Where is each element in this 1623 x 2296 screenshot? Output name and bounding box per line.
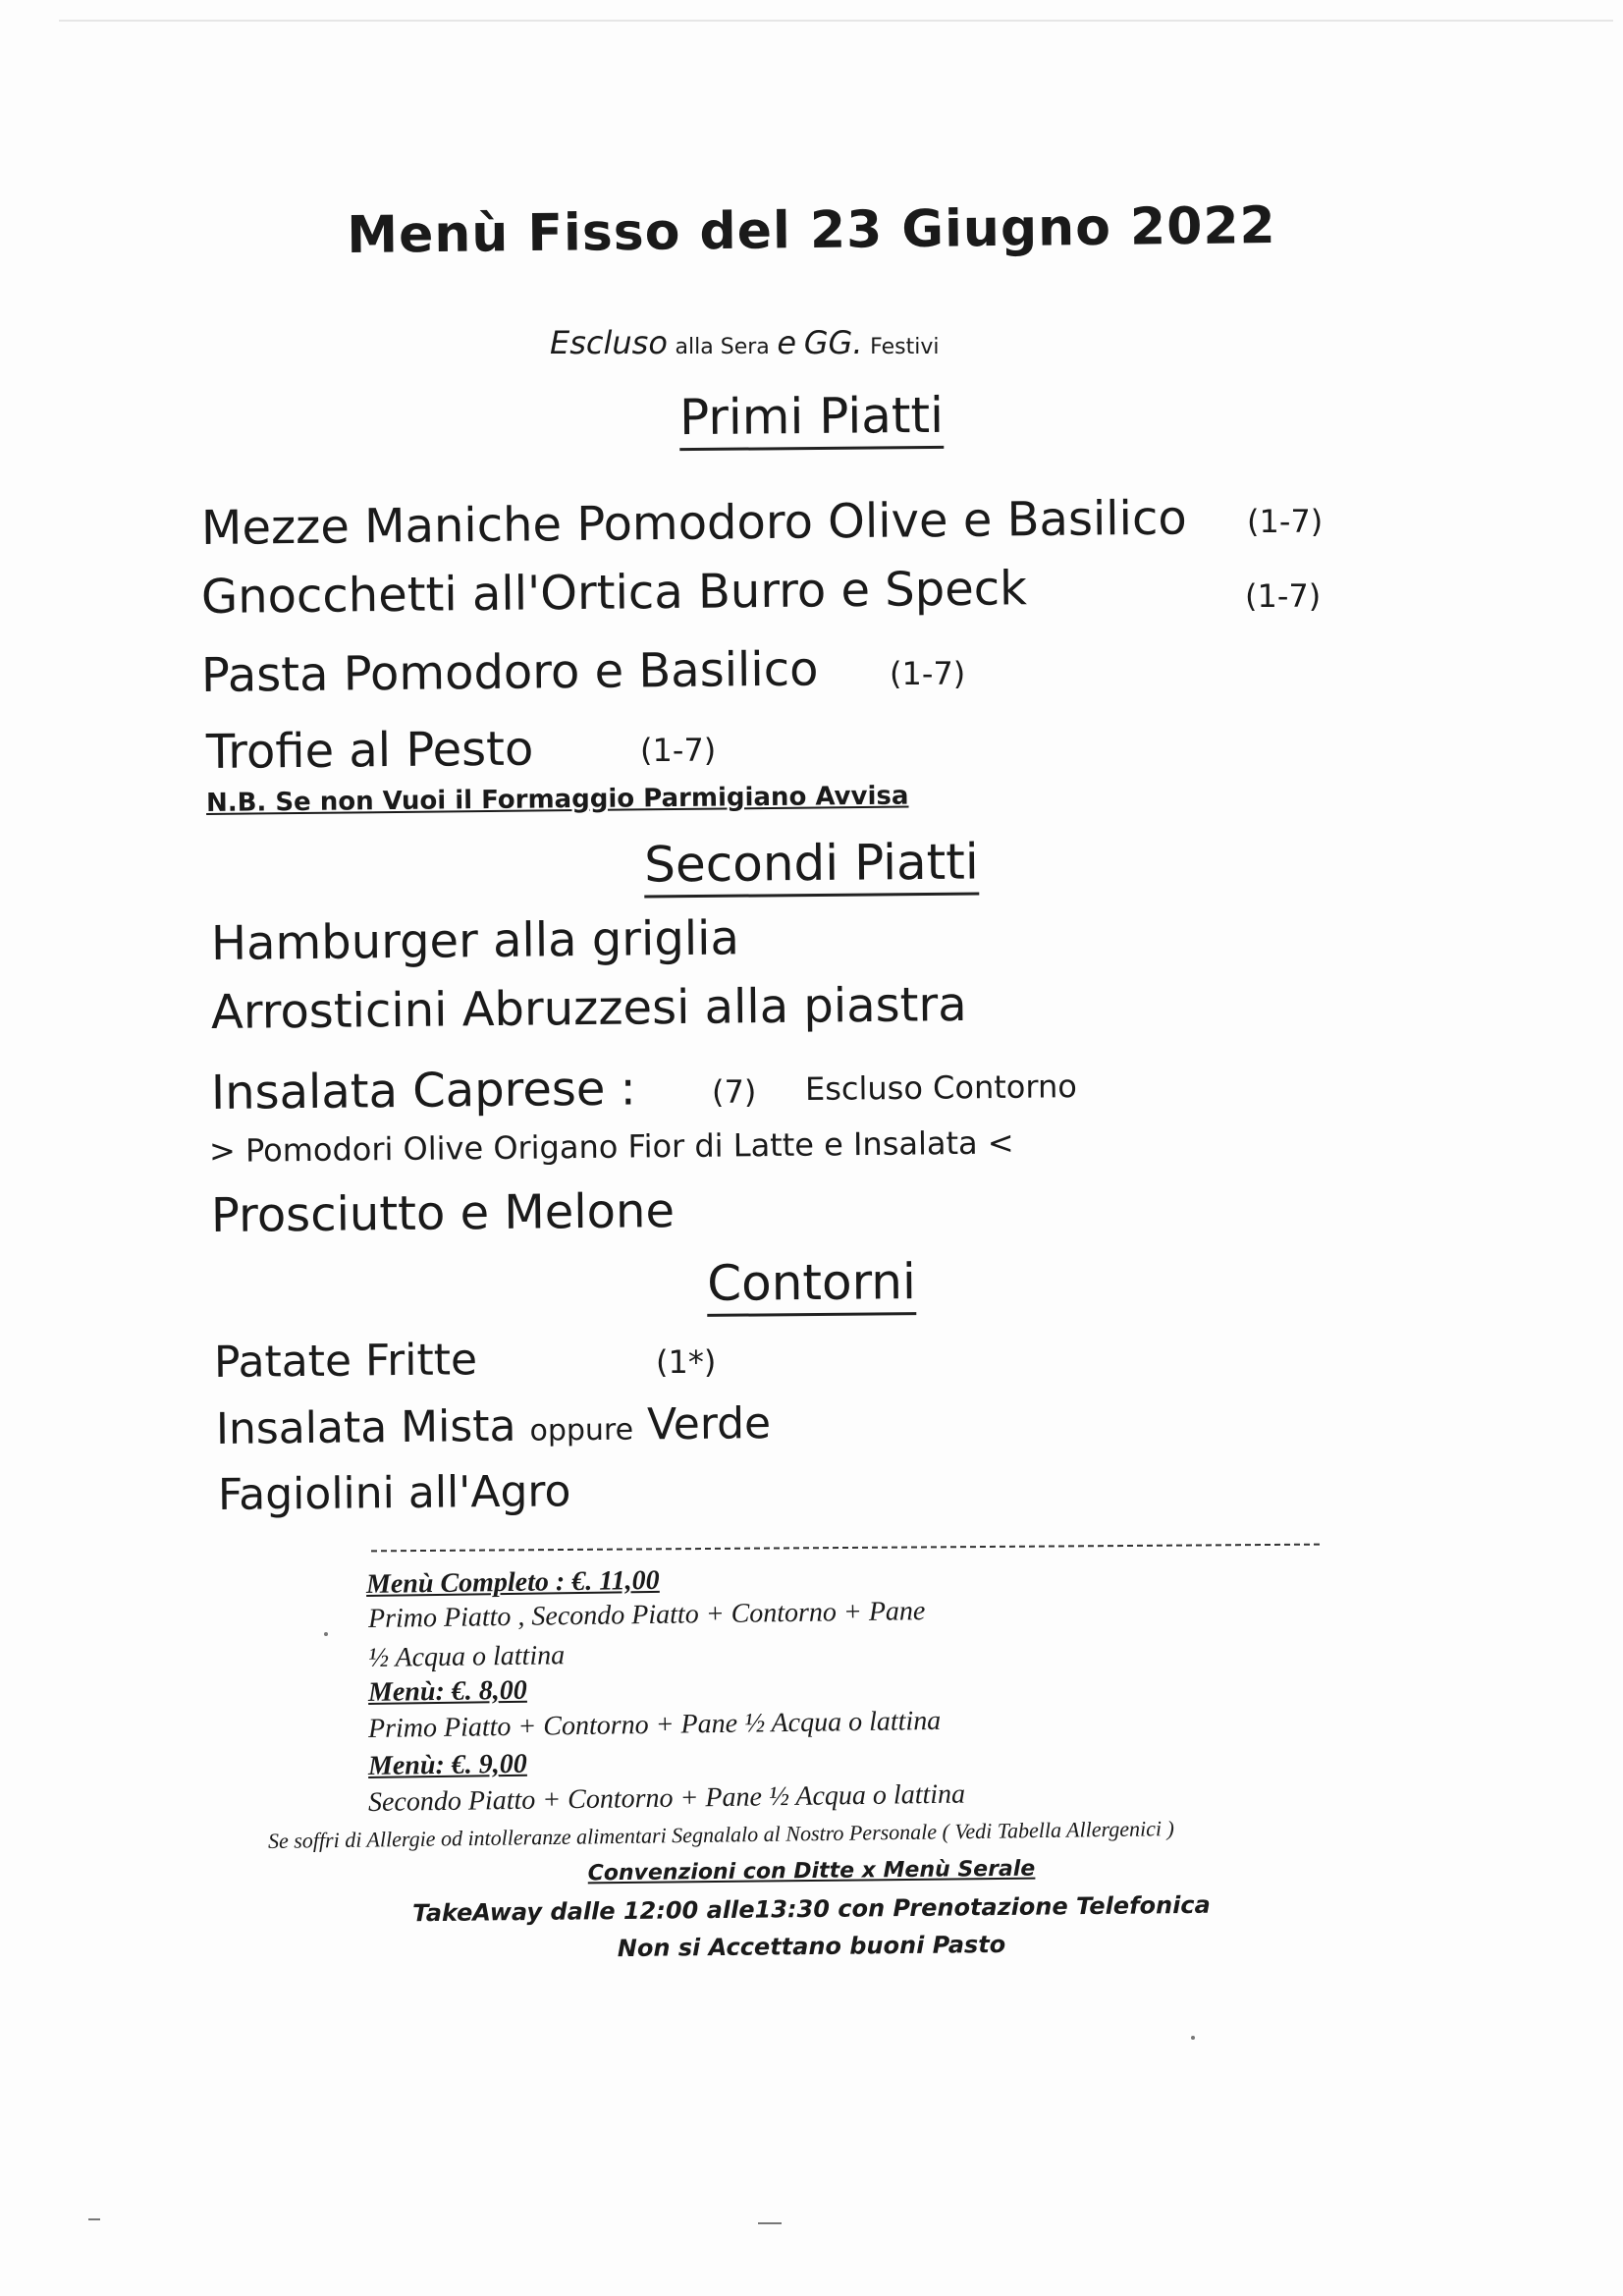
section-contorni [0,1247,1623,1318]
primi-note: N.B. Se non Vuoi il Formaggio Parmigiano Avvisa [205,781,909,818]
contorni-item-1: Patate Fritte [213,1335,478,1388]
subtitle-festivi: Festivi [870,335,940,359]
contorni-item-2-name-c: Verde [646,1398,772,1450]
secondi-item-4: Prosciutto e Melone [210,1183,676,1243]
price-menu8-desc: Primo Piatto + Contorno + Pane ½ Acqua o lattina [367,1705,942,1744]
caprese-detail: > Pomodori Olive Origano Fior di Latte e Insalata < [208,1123,1014,1170]
contorni-item-2 [216,1398,772,1454]
page-edge [59,20,1613,22]
price-menu8-label: Menù: €. 8,00 [367,1674,527,1708]
price-completo-desc: Primo Piatto , Secondo Piatto + Contorno + Pane [367,1596,926,1634]
price-menu9-label: Menù: €. 9,00 [367,1748,527,1781]
price-completo-desc2: ½ Acqua o lattina [367,1640,566,1673]
footer-allergies: Se soffri di Allergie od intolleranze alimentari Segnalalo al Nostro Personale ( Vedi Tabella Allergenici ) [267,1816,1174,1853]
footer-buoni: Non si Accettano buoni Pasto [617,1930,1006,1963]
section-secondi [0,828,1623,899]
secondi-item-3-allergens: (7) [712,1073,757,1111]
secondi-item-2: Arrosticini Abruzzesi alla piastra [210,976,967,1040]
section-primi [0,381,1623,452]
footer-convenzioni: Convenzioni con Ditte x Menù Serale [587,1856,1036,1886]
secondi-item-1: Hamburger alla griglia [210,910,740,971]
primi-item-4: Trofie al Pesto [205,721,534,780]
scan-speck [1191,2036,1195,2040]
contorni-item-2-name-b: oppure [529,1412,634,1449]
subtitle-e: e [777,324,797,361]
primi-item-2-allergens: (1-7) [1245,577,1322,615]
scan-speck [758,2222,782,2224]
subtitle [550,324,939,361]
subtitle-gg: GG. [803,324,863,361]
page-title: Menù Fisso del 23 Giugno 2022 [346,196,1277,265]
primi-item-1-allergens: (1-7) [1247,503,1324,540]
section-primi-heading: Primi Piatti [679,387,944,451]
subtitle-alla-sera: alla Sera [675,335,770,359]
price-menu9-desc: Secondo Piatto + Contorno + Pane ½ Acqua o lattina [367,1778,966,1818]
secondi-item-3-extra: Escluso Contorno [804,1067,1078,1108]
scan-speck [88,2218,100,2220]
secondi-item-3: Insalata Caprese : [210,1061,637,1121]
primi-item-1: Mezze Maniche Pomodoro Olive e Basilico [200,490,1187,556]
divider [371,1544,1320,1553]
footer-takeaway: TakeAway dalle 12:00 alle13:30 con Prenotazione Telefonica [412,1890,1211,1928]
scan-speck [324,1632,328,1636]
primi-item-3-allergens: (1-7) [890,655,966,692]
subtitle-escluso: Escluso [550,324,668,361]
contorni-item-2-name-a: Insalata Mista [215,1400,516,1454]
contorni-item-1-allergens: (1*) [656,1343,717,1381]
price-completo-label: Menù Completo : €. 11,00 [365,1564,660,1600]
primi-item-2: Gnocchetti all'Ortica Burro e Speck [200,561,1028,625]
section-contorni-heading: Contorni [707,1253,916,1317]
contorni-item-3: Fagiolini all'Agro [217,1466,571,1520]
primi-item-4-allergens: (1-7) [640,732,717,769]
primi-item-3: Pasta Pomodoro e Basilico [200,641,819,703]
section-secondi-heading: Secondi Piatti [644,834,979,899]
